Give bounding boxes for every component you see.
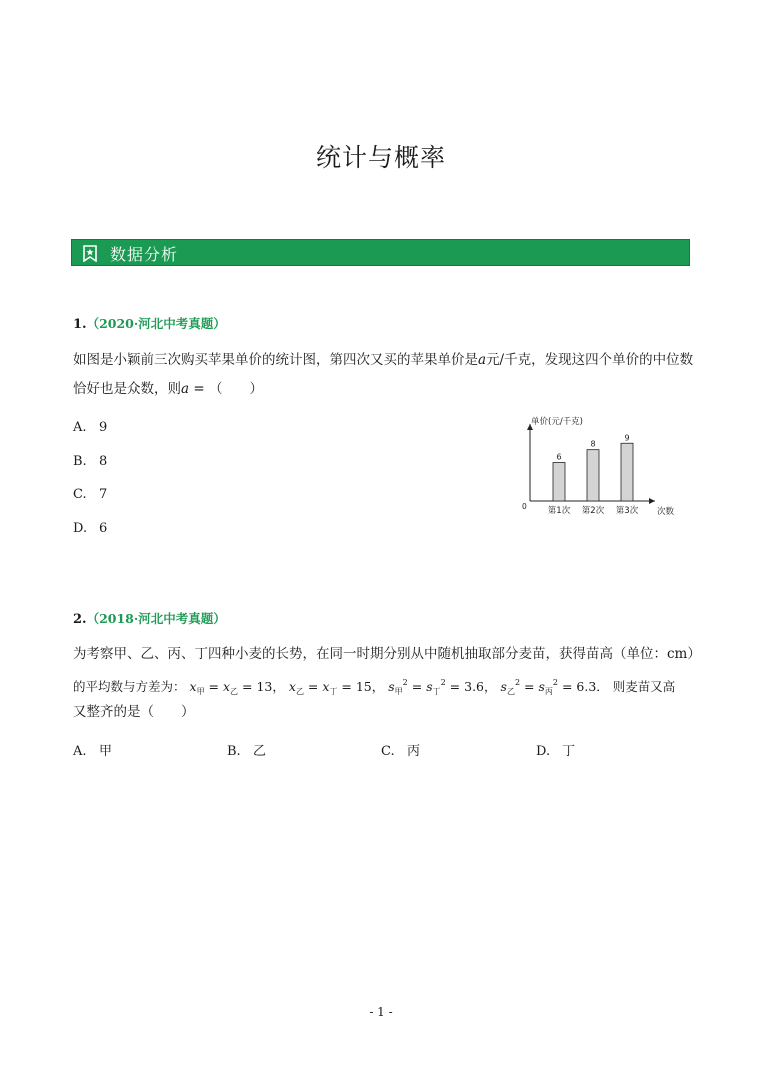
- option-text: 8: [99, 454, 108, 469]
- option-text: 乙: [253, 744, 267, 759]
- punctuation: ，: [371, 679, 385, 694]
- math-operator: =: [337, 679, 356, 694]
- math-operator: =: [557, 679, 577, 694]
- math-subscript: 丙: [544, 687, 553, 696]
- math-superscript: 2: [440, 678, 446, 687]
- math-operator: =: [445, 679, 465, 694]
- origin-label: 0: [522, 502, 527, 511]
- question-1-header: [73, 313, 226, 332]
- math-variable: x: [288, 679, 296, 694]
- math-number: 13: [256, 679, 273, 694]
- text-segment: 的平均数与方差为：: [73, 679, 186, 694]
- option-a[interactable]: [73, 740, 112, 759]
- section-title: 数据分析: [110, 245, 179, 264]
- math-number: 6.3: [576, 679, 597, 694]
- section-header: [71, 239, 690, 266]
- page-title: 统计与概率: [315, 143, 446, 172]
- text-segment: 如图是小颖前三次购买苹果单价的统计图，第四次又买的苹果单价是: [73, 352, 478, 368]
- option-b[interactable]: [73, 454, 107, 469]
- option-b[interactable]: [227, 740, 266, 759]
- question-source: （2018·河北中考真题）: [86, 611, 226, 626]
- question-number: 1.: [73, 317, 87, 332]
- option-letter: C.: [381, 744, 395, 759]
- math-subscript: 丁: [432, 687, 441, 696]
- text-segment: 则麦苗又高: [612, 679, 676, 694]
- option-text: 7: [99, 487, 108, 502]
- punctuation: ，: [484, 679, 497, 694]
- x-axis-label: 次数: [657, 507, 675, 517]
- math-subscript: 丁: [329, 687, 338, 696]
- math-variable: x: [189, 679, 197, 694]
- text-segment: = （ ）: [189, 381, 263, 397]
- x-tick-label: 第3次: [615, 506, 639, 516]
- math-variable: s: [388, 679, 395, 694]
- option-d[interactable]: [73, 521, 107, 536]
- option-a[interactable]: [73, 420, 107, 435]
- math-variable: s: [426, 679, 433, 694]
- option-letter: D.: [73, 521, 88, 536]
- math-subscript: 乙: [295, 687, 304, 696]
- option-letter: D.: [536, 744, 551, 759]
- option-letter: A.: [73, 420, 87, 435]
- question-2-text-line-1: 为考察甲、乙、丙、丁四种小麦的长势，在同一时期分别从中随机抽取部分麦苗，获得苗高（单位：cm）: [73, 646, 701, 662]
- question-source: （2020·河北中考真题）: [86, 316, 226, 331]
- math-superscript: 2: [514, 678, 521, 687]
- option-letter: A.: [73, 744, 87, 759]
- option-letter: B.: [227, 744, 241, 759]
- option-text: 丁: [562, 744, 576, 759]
- math-subscript: 乙: [230, 687, 239, 696]
- math-variable: s: [500, 679, 507, 694]
- text-segment: 恰好也是众数，则: [73, 381, 181, 397]
- bookmark-star-icon: [82, 245, 98, 262]
- math-subscript: 乙: [506, 687, 515, 696]
- math-subscript: 甲: [394, 687, 403, 696]
- math-number: 3.6: [464, 679, 485, 694]
- question-1-text-line-1: [73, 345, 693, 375]
- punctuation: ．: [596, 679, 609, 694]
- option-text: 9: [99, 420, 108, 435]
- question-2-header: [73, 608, 226, 627]
- math-superscript: 2: [402, 678, 408, 687]
- x-tick-label: 第1次: [547, 506, 571, 516]
- math-variable: x: [222, 679, 231, 694]
- question-number: 2.: [73, 612, 87, 627]
- option-letter: B.: [73, 454, 87, 469]
- option-c[interactable]: [73, 487, 107, 502]
- math-operator: =: [303, 679, 323, 694]
- math-variable: a: [478, 352, 487, 368]
- option-c[interactable]: [381, 740, 420, 759]
- question-2-text-line-3: 又整齐的是（ ）: [73, 704, 195, 720]
- math-variable: s: [538, 679, 545, 694]
- option-letter: C.: [73, 487, 87, 502]
- math-subscript: 甲: [196, 687, 205, 696]
- math-operator: =: [204, 679, 223, 694]
- unit-price-bar-chart: [516, 414, 686, 524]
- math-superscript: 2: [552, 678, 558, 687]
- math-operator: =: [407, 679, 427, 694]
- x-tick-label: 第2次: [581, 506, 605, 516]
- y-axis-label: 单价(元/千克): [531, 417, 583, 427]
- math-number: 15: [355, 679, 372, 694]
- bar-3: [621, 443, 633, 501]
- math-variable: a: [181, 381, 190, 397]
- data-label: 9: [624, 433, 630, 443]
- option-text: 甲: [99, 744, 113, 759]
- option-text: 6: [99, 521, 108, 536]
- option-d[interactable]: [536, 740, 575, 759]
- bar-2: [587, 450, 599, 501]
- math-operator: =: [238, 679, 257, 694]
- math-variable: x: [322, 679, 330, 694]
- data-label: 6: [556, 452, 562, 462]
- page-number: - 1 -: [369, 1005, 393, 1019]
- option-text: 丙: [407, 744, 421, 759]
- text-segment: 元/千克，发现这四个单价的中位数: [486, 352, 694, 368]
- bar-1: [553, 463, 565, 502]
- data-label: 8: [590, 439, 596, 449]
- math-operator: =: [520, 679, 539, 694]
- question-1-text-line-2: [73, 374, 263, 404]
- punctuation: ，: [272, 679, 285, 694]
